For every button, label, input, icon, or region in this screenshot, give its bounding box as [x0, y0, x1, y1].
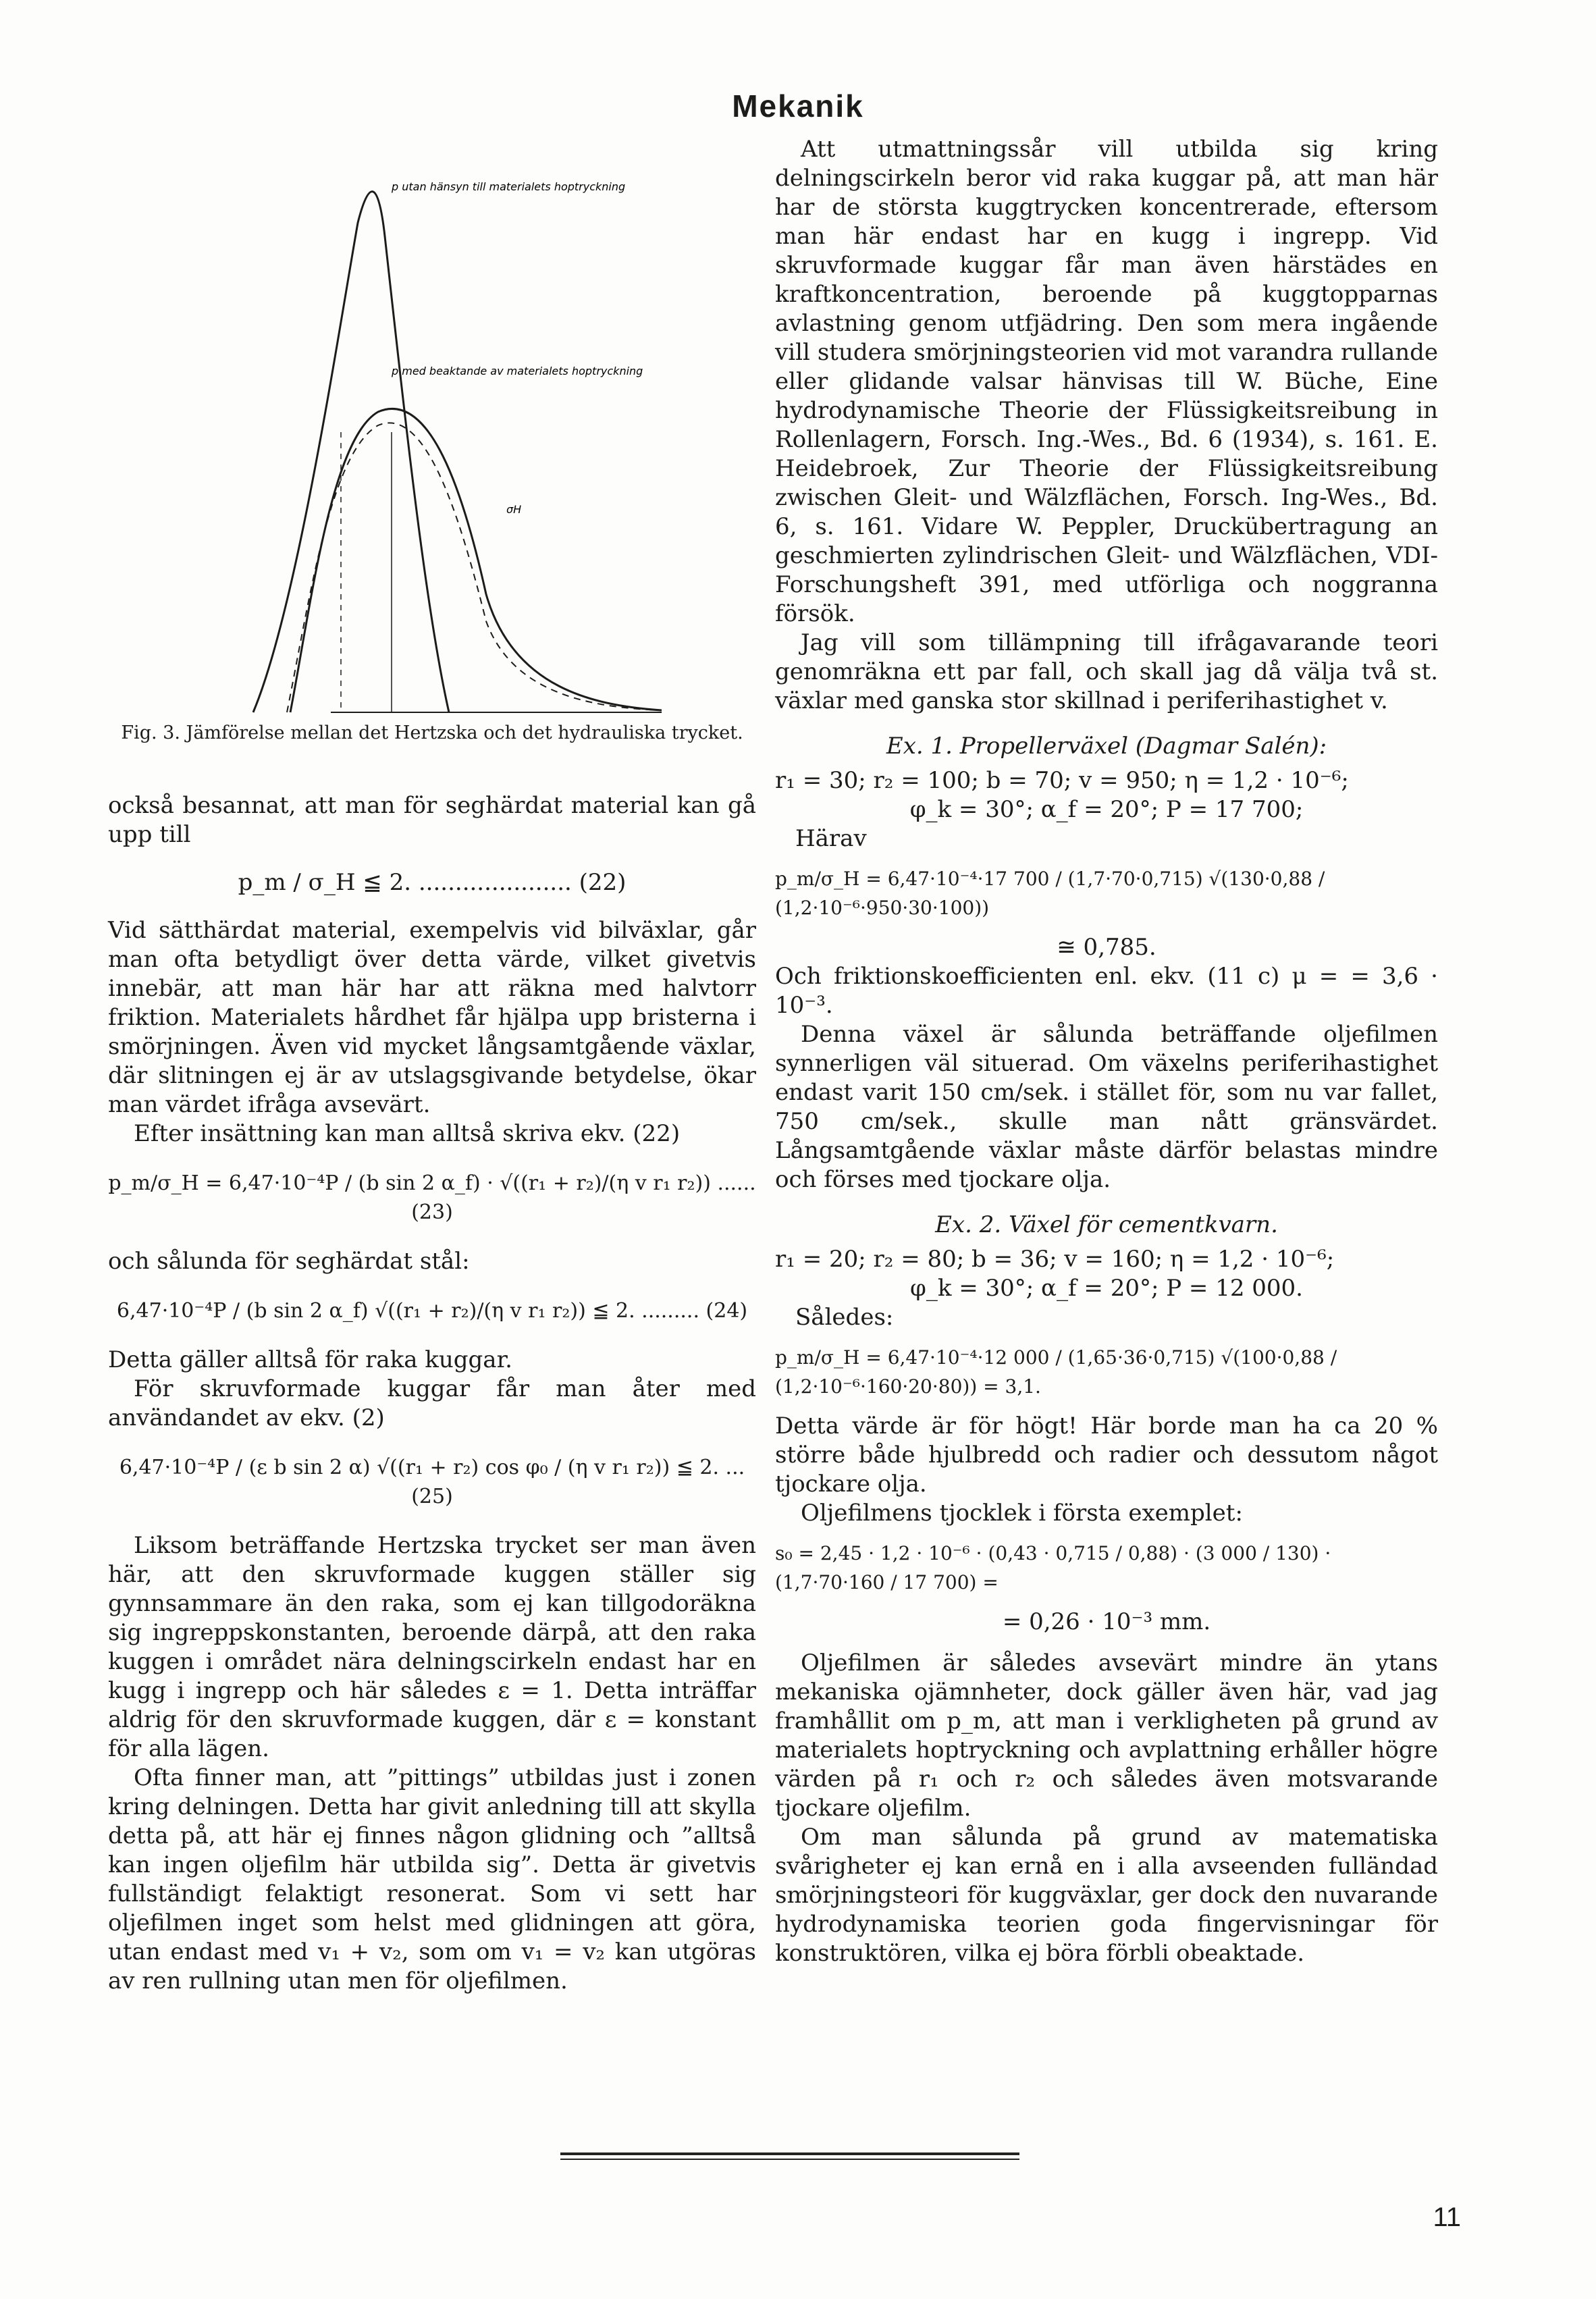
equation-24: 6,47·10⁻⁴P / (b sin 2 α_f) √((r₁ + r₂)/(η v r₁ r₂)) ≦ 2. ......... (24) — [116, 1299, 748, 1323]
oil-film-result: = 0,26 · 10⁻³ mm. — [1002, 1608, 1211, 1635]
harav-label: Härav — [795, 825, 867, 852]
saledes-label: Således: — [795, 1304, 894, 1331]
left-paragraph-2: Vid sätthärdat material, exempelvis vid bilväxlar, går man ofta betydligt över detta värde, vilket givetvis innebär, att man här har att räkna med halvtorr friktion. Materialets hårdhet får hjälpa upp bristerna i smörjningen. Även vid mycket långsamtgående växlar, där slitningen ej är av utslagsgivande betydelse, ökar man värdet ifråga avsevärt. — [108, 917, 756, 1118]
right-paragraph-4: Denna växel är sålunda beträffande oljefilmen synnerligen väl situerad. Om växelns periferihastighet endast varit 150 cm/sek. i stället för, som nu var fallet, 750 cm/sek., skulle man nått gränsvärdet. Långsamtgående växlar måste därför belastas mindre och förses med tjockare olja. — [775, 1021, 1438, 1193]
equation-25: 6,47·10⁻⁴P / (ε b sin 2 α) √((r₁ + r₂) cos φ₀ / (η v r₁ r₂)) ≦ 2. ... (25) — [119, 1456, 745, 1508]
left-paragraph-5: Detta gäller alltså för raka kuggar. — [108, 1346, 512, 1373]
example-2-title: Ex. 2. Växel för cementkvarn. — [935, 1211, 1278, 1238]
page-header: Mekanik — [732, 88, 864, 124]
footer-rule-thin — [560, 2159, 1019, 2160]
footer-rule — [560, 2152, 1019, 2155]
right-paragraph-8: Om man sålunda på grund av matematiska svårigheter ej kan ernå en i alla avseenden fulländad smörjningsteori för kuggväxlar, ger dock den nuvarande hydrodynamiska teorien goda fingervisningar för konstruktören, vilka ej böra förbli obeaktade. — [775, 1824, 1438, 1967]
right-paragraph-2: Jag vill som tillämpning till ifrågavarande teori genomräkna ett par fall, och skall jag då välja två st. växlar med ganska stor skillnad i periferihastighet v. — [775, 629, 1438, 714]
right-paragraph-7: Oljefilmen är således avsevärt mindre än ytans mekaniska ojämnheter, dock gäller även här, vad jag framhållit om p_m, att man i verkligheten på grund av materialets hoptryckning och avplattning erhåller högre värden på r₁ och r₂ och således även motsvarande tjockare oljefilm. — [775, 1649, 1438, 1822]
example-2-params-2: φ_k = 30°; α_f = 20°; P = 12 000. — [910, 1275, 1303, 1302]
figure-label-sigma: σH — [506, 503, 522, 516]
example-1-params-1: r₁ = 30; r₂ = 100; b = 70; v = 950; η = 1,2 · 10⁻⁶; — [775, 767, 1349, 794]
pressure-curves-diagram — [108, 135, 756, 716]
left-column — [108, 135, 756, 1996]
right-paragraph-1: Att utmattningssår vill utbilda sig kring delningscirkeln beror vid raka kuggar på, att man här har de största kuggtrycken koncentrerade, eftersom man här endast har en kugg i ingrepp. Vid skruvformade kuggar får man även härstädes en kraftkoncentration, beroende på kuggtopparnas avlastning genom utfjädring. Den som mera ingående vill studera smörjningsteorien vid mot varandra rullande eller glidande valsar hänvisas till W. Büche, Eine hydrodynamische Theorie der Flüssigkeitsreibung in Rollenlagern, Forsch. Ing.-Wes., Bd. 6 (1934), s. 161. E. Heidebroek, Zur Theorie der Flüssigkeitsreibung zwischen Gleit- und Wälzflächen, Forsch. Ing-Wes., Bd. 6, s. 161. Vidare W. Peppler, Druckübertragung an geschmierten zylindrischen Gleit- und Wälzflächen, VDI-Forschungsheft 391, med utförliga och noggranna försök. — [775, 136, 1438, 627]
equation-23: p_m/σ_H = 6,47·10⁻⁴P / (b sin 2 α_f) · √((r₁ + r₂)/(η v r₁ r₂)) ...... (23) — [108, 1171, 756, 1224]
hertz-curve — [253, 192, 449, 712]
right-column — [775, 135, 1438, 1968]
equation-22: p_m / σ_H ≦ 2. ..................... (22) — [238, 869, 627, 896]
oil-film-calculation: s₀ = 2,45 · 1,2 · 10⁻⁶ · (0,43 · 0,715 / 0,88) · (3 000 / 130) · (1,7·70·160 / 17 700) = — [775, 1542, 1331, 1593]
left-paragraph-7: Liksom beträffande Hertzska trycket ser man även här, att den skruvformade kuggen ställer sig gynnsammare än den raka, som ej kan tillgodoräkna sig ingreppskonstanten, beroende därpå, att den raka kuggen i området nära delningscirkeln endast har en kugg i ingrepp och här således ε = 1. Detta inträffar aldrig för den skruvformade kuggen, där ε = konstant för alla lägen. — [108, 1532, 756, 1762]
example-1-result: ≅ 0,785. — [1057, 934, 1156, 961]
hydraulic-curve — [290, 408, 662, 712]
example-1-title: Ex. 1. Propellerväxel (Dagmar Salén): — [886, 733, 1327, 760]
figure-caption: Fig. 3. Jämförelse mellan det Hertzska och det hydrauliska trycket. — [121, 722, 743, 743]
left-paragraph-3: Efter insättning kan man alltså skriva ekv. (22) — [134, 1120, 681, 1147]
example-2-params-1: r₁ = 20; r₂ = 80; b = 36; v = 160; η = 1,2 · 10⁻⁶; — [775, 1246, 1335, 1273]
right-paragraph-6: Oljefilmens tjocklek i första exemplet: — [801, 1500, 1243, 1527]
page-number: 11 — [1433, 2202, 1461, 2232]
left-paragraph-4: och sålunda för seghärdat stål: — [108, 1248, 470, 1275]
example-1-calculation: p_m/σ_H = 6,47·10⁻⁴·17 700 / (1,7·70·0,715) √(130·0,88 / (1,2·10⁻⁶·950·30·100)) — [775, 868, 1325, 919]
example-1-params-2: φ_k = 30°; α_f = 20°; P = 17 700; — [909, 796, 1304, 823]
right-paragraph-3: Och friktionskoefficienten enl. ekv. (11 c) μ = = 3,6 · 10⁻³. — [775, 963, 1438, 1019]
left-paragraph-8: Ofta finner man, att ”pittings” utbildas just i zonen kring delningen. Detta har givit anledning till att skylla detta på, att här ej finnes någon glidning och ”alltså kan ingen oljefilm här utbilda sig”. Detta är givetvis fullständigt felaktigt resonerat. Som vi sett har oljefilmen inget som helst med glidningen att göra, utan endast med v₁ + v₂, som om v₁ = v₂ kan utgöras av ren rullning utan men för oljefilmen. — [108, 1764, 756, 1994]
figure-3 — [108, 135, 756, 716]
left-paragraph-1: också besannat, att man för seghärdat material kan gå upp till — [108, 792, 756, 848]
figure-label-upper: p utan hänsyn till materialets hoptryckning — [392, 180, 626, 193]
figure-label-lower: p med beaktande av materialets hoptryckning — [392, 365, 643, 377]
right-paragraph-5: Detta värde är för högt! Här borde man ha ca 20 % större både hjulbredd och radier och dessutom något tjockare olja. — [775, 1412, 1438, 1498]
example-2-calculation: p_m/σ_H = 6,47·10⁻⁴·12 000 / (1,65·36·0,715) √(100·0,88 / (1,2·10⁻⁶·160·20·80)) = 3,1. — [775, 1346, 1337, 1398]
left-paragraph-6: För skruvformade kuggar får man åter med användandet av ekv. (2) — [108, 1375, 756, 1431]
